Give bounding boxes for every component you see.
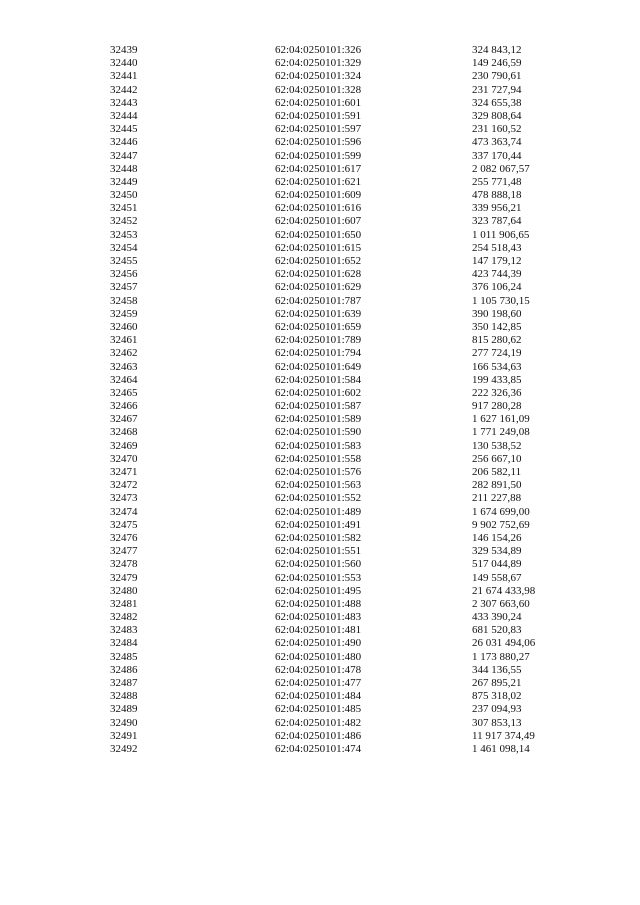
cadastral-value: 1 011 906,65 (472, 228, 530, 241)
cadastral-number: 62:04:0250101:599 (275, 149, 362, 162)
table-row (0, 558, 640, 571)
cadastral-value: 1 173 880,27 (472, 650, 530, 663)
row-number: 32455 (110, 255, 138, 267)
cadastral-value: 222 326,36 (472, 386, 522, 399)
table-row (0, 136, 640, 149)
cadastral-number: 62:04:0250101:597 (275, 123, 362, 136)
cadastral-number: 62:04:0250101:617 (275, 162, 362, 175)
row-number: 32463 (110, 360, 138, 373)
table-row (0, 215, 640, 228)
cadastral-number: 62:04:0250101:491 (275, 518, 362, 531)
row-number: 32474 (110, 505, 138, 518)
row-number: 32471 (110, 466, 138, 478)
table-row (0, 295, 640, 308)
table-row (0, 611, 640, 624)
row-number: 32475 (110, 518, 138, 531)
cadastral-value: 21 674 433,98 (472, 584, 536, 597)
table-row (0, 743, 640, 756)
row-number: 32450 (110, 189, 138, 202)
row-number: 32478 (110, 558, 138, 571)
table-row (0, 730, 640, 743)
cadastral-number: 62:04:0250101:609 (275, 189, 362, 202)
row-number: 32446 (110, 136, 138, 149)
row-number: 32465 (110, 386, 138, 399)
cadastral-value: 423 744,39 (472, 268, 522, 281)
cadastral-number: 62:04:0250101:794 (275, 347, 362, 360)
cadastral-number: 62:04:0250101:481 (275, 624, 362, 637)
cadastral-number: 62:04:0250101:326 (275, 44, 362, 56)
cadastral-value: 339 956,21 (472, 202, 522, 215)
cadastral-number: 62:04:0250101:650 (275, 228, 362, 241)
row-number: 32448 (110, 162, 138, 175)
cadastral-number: 62:04:0250101:489 (275, 505, 362, 518)
table-row (0, 519, 640, 532)
row-number: 32454 (110, 241, 138, 254)
cadastral-value: 130 538,52 (472, 439, 522, 452)
row-number: 32459 (110, 307, 138, 320)
cadastral-number: 62:04:0250101:652 (275, 255, 362, 267)
row-number: 32481 (110, 597, 138, 610)
row-number: 32464 (110, 373, 138, 386)
cadastral-value: 917 280,28 (472, 400, 522, 413)
row-number: 32444 (110, 109, 138, 122)
cadastral-number: 62:04:0250101:789 (275, 334, 362, 347)
row-number: 32472 (110, 479, 138, 492)
row-number: 32467 (110, 413, 138, 426)
table-row (0, 387, 640, 400)
cadastral-number: 62:04:0250101:659 (275, 320, 362, 333)
table-row (0, 413, 640, 426)
table-row (0, 677, 640, 690)
cadastral-number: 62:04:0250101:596 (275, 136, 362, 149)
cadastral-number: 62:04:0250101:486 (275, 729, 362, 742)
row-number: 32445 (110, 123, 138, 136)
row-number: 32492 (110, 742, 138, 755)
cadastral-number: 62:04:0250101:324 (275, 70, 362, 83)
row-number: 32460 (110, 320, 138, 333)
table-row (0, 624, 640, 637)
row-number: 32452 (110, 215, 138, 228)
table-row (0, 123, 640, 136)
table-row (0, 110, 640, 123)
cadastral-value: 282 891,50 (472, 479, 522, 492)
row-number: 32484 (110, 637, 138, 650)
cadastral-value: 376 106,24 (472, 281, 522, 294)
table-row (0, 453, 640, 466)
table-row (0, 545, 640, 558)
row-number: 32466 (110, 400, 138, 413)
table-row (0, 70, 640, 83)
cadastral-number: 62:04:0250101:477 (275, 677, 362, 689)
row-number: 32456 (110, 268, 138, 281)
cadastral-number: 62:04:0250101:582 (275, 531, 362, 544)
cadastral-value: 199 433,85 (472, 373, 522, 386)
cadastral-value: 166 534,63 (472, 360, 522, 373)
table-row (0, 690, 640, 703)
row-number: 32441 (110, 70, 138, 83)
cadastral-value: 230 790,61 (472, 70, 522, 83)
table-row (0, 268, 640, 281)
cadastral-value: 390 198,60 (472, 307, 522, 320)
cadastral-number: 62:04:0250101:484 (275, 690, 362, 703)
row-number: 32451 (110, 202, 138, 215)
cadastral-value: 147 179,12 (472, 255, 522, 267)
table-row (0, 426, 640, 439)
cadastral-value: 681 520,83 (472, 624, 522, 637)
cadastral-value: 329 808,64 (472, 109, 522, 122)
cadastral-number: 62:04:0250101:591 (275, 109, 362, 122)
row-number: 32468 (110, 426, 138, 439)
row-number: 32488 (110, 690, 138, 703)
cadastral-value: 307 853,13 (472, 716, 522, 729)
row-number: 32479 (110, 571, 138, 584)
cadastral-number: 62:04:0250101:558 (275, 452, 362, 465)
cadastral-value: 1 105 730,15 (472, 294, 530, 307)
cadastral-number: 62:04:0250101:482 (275, 716, 362, 729)
row-number: 32461 (110, 334, 138, 347)
row-number: 32462 (110, 347, 138, 360)
cadastral-value: 324 655,38 (472, 96, 522, 109)
table-row (0, 585, 640, 598)
table-row (0, 717, 640, 730)
row-number: 32469 (110, 439, 138, 452)
cadastral-number: 62:04:0250101:483 (275, 611, 362, 624)
table-row (0, 255, 640, 268)
table-row (0, 361, 640, 374)
cadastral-number: 62:04:0250101:584 (275, 373, 362, 386)
row-number: 32447 (110, 149, 138, 162)
cadastral-value: 26 031 494,06 (472, 637, 536, 650)
cadastral-number: 62:04:0250101:607 (275, 215, 362, 228)
cadastral-number: 62:04:0250101:639 (275, 307, 362, 320)
cadastral-number: 62:04:0250101:495 (275, 584, 362, 597)
table-row (0, 97, 640, 110)
cadastral-number: 62:04:0250101:329 (275, 57, 362, 70)
cadastral-number: 62:04:0250101:490 (275, 637, 362, 650)
row-number: 32477 (110, 545, 138, 558)
cadastral-value: 344 136,55 (472, 663, 522, 676)
cadastral-value: 231 160,52 (472, 123, 522, 136)
cadastral-value: 433 390,24 (472, 611, 522, 624)
cadastral-number: 62:04:0250101:621 (275, 175, 362, 188)
table-row (0, 440, 640, 453)
row-number: 32442 (110, 83, 138, 96)
table-row (0, 189, 640, 202)
cadastral-number: 62:04:0250101:480 (275, 650, 362, 663)
cadastral-value: 815 280,62 (472, 334, 522, 347)
row-number: 32453 (110, 228, 138, 241)
cadastral-number: 62:04:0250101:649 (275, 360, 362, 373)
cadastral-value: 237 094,93 (472, 703, 522, 716)
cadastral-number: 62:04:0250101:485 (275, 703, 362, 716)
table-row (0, 176, 640, 189)
cadastral-value: 206 582,11 (472, 466, 522, 478)
table-row (0, 347, 640, 360)
cadastral-number: 62:04:0250101:602 (275, 386, 362, 399)
table-row (0, 229, 640, 242)
cadastral-value: 1 771 249,08 (472, 426, 530, 439)
cadastral-value: 1 461 098,14 (472, 742, 530, 755)
table-row (0, 466, 640, 479)
table-row (0, 44, 640, 57)
row-number: 32490 (110, 716, 138, 729)
cadastral-value: 211 227,88 (472, 492, 522, 505)
cadastral-value: 1 627 161,09 (472, 413, 530, 426)
cadastral-value: 9 902 752,69 (472, 518, 530, 531)
cadastral-value: 255 771,48 (472, 175, 522, 188)
cadastral-value: 473 363,74 (472, 136, 522, 149)
cadastral-value: 254 518,43 (472, 241, 522, 254)
cadastral-number: 62:04:0250101:590 (275, 426, 362, 439)
table-row (0, 334, 640, 347)
table-row (0, 479, 640, 492)
table-row (0, 506, 640, 519)
row-number: 32440 (110, 57, 138, 70)
table-row (0, 242, 640, 255)
cadastral-number: 62:04:0250101:589 (275, 413, 362, 426)
row-number: 32486 (110, 663, 138, 676)
table-row (0, 637, 640, 650)
cadastral-value: 1 674 699,00 (472, 505, 530, 518)
cadastral-value: 324 843,12 (472, 44, 522, 56)
cadastral-value: 149 246,59 (472, 57, 522, 70)
cadastral-number: 62:04:0250101:328 (275, 83, 362, 96)
row-number: 32485 (110, 650, 138, 663)
table-row (0, 321, 640, 334)
table-row (0, 57, 640, 70)
cadastral-value: 517 044,89 (472, 558, 522, 571)
cadastral-value: 11 917 374,49 (472, 729, 535, 742)
table-row (0, 598, 640, 611)
cadastral-number: 62:04:0250101:563 (275, 479, 362, 492)
table-row (0, 163, 640, 176)
cadastral-number: 62:04:0250101:629 (275, 281, 362, 294)
cadastral-value: 267 895,21 (472, 677, 522, 689)
cadastral-value: 350 142,85 (472, 320, 522, 333)
cadastral-number: 62:04:0250101:551 (275, 545, 362, 558)
cadastral-number: 62:04:0250101:615 (275, 241, 362, 254)
cadastral-value: 337 170,44 (472, 149, 522, 162)
cadastral-value: 277 724,19 (472, 347, 522, 360)
table-row (0, 202, 640, 215)
cadastral-number: 62:04:0250101:488 (275, 597, 362, 610)
table-row (0, 281, 640, 294)
cadastral-number: 62:04:0250101:601 (275, 96, 362, 109)
row-number: 32487 (110, 677, 138, 689)
cadastral-value: 2 307 663,60 (472, 597, 530, 610)
cadastral-number: 62:04:0250101:616 (275, 202, 362, 215)
cadastral-value: 231 727,94 (472, 83, 522, 96)
table-row (0, 492, 640, 505)
row-number: 32491 (110, 729, 138, 742)
cadastral-number: 62:04:0250101:560 (275, 558, 362, 571)
cadastral-number: 62:04:0250101:478 (275, 663, 362, 676)
row-number: 32483 (110, 624, 138, 637)
cadastral-value: 478 888,18 (472, 189, 522, 202)
row-number: 32458 (110, 294, 138, 307)
row-number: 32449 (110, 175, 138, 188)
cadastral-number: 62:04:0250101:553 (275, 571, 362, 584)
cadastral-number: 62:04:0250101:787 (275, 294, 362, 307)
cadastral-number: 62:04:0250101:552 (275, 492, 362, 505)
row-number: 32443 (110, 96, 138, 109)
row-number: 32476 (110, 531, 138, 544)
row-number: 32480 (110, 584, 138, 597)
cadastral-value: 149 558,67 (472, 571, 522, 584)
row-number: 32457 (110, 281, 138, 294)
cadastral-value: 323 787,64 (472, 215, 522, 228)
row-number: 32473 (110, 492, 138, 505)
table-row (0, 532, 640, 545)
table-row (0, 664, 640, 677)
cadastral-value: 2 082 067,57 (472, 162, 530, 175)
table-row (0, 703, 640, 716)
cadastral-number: 62:04:0250101:587 (275, 400, 362, 413)
row-number: 32439 (110, 44, 138, 56)
cadastral-number: 62:04:0250101:583 (275, 439, 362, 452)
table-row (0, 651, 640, 664)
cadastral-number: 62:04:0250101:628 (275, 268, 362, 281)
table-row (0, 374, 640, 387)
table-row (0, 400, 640, 413)
cadastral-value-table (0, 44, 640, 756)
cadastral-value: 875 318,02 (472, 690, 522, 703)
table-row (0, 572, 640, 585)
row-number: 32482 (110, 611, 138, 624)
row-number: 32470 (110, 452, 138, 465)
cadastral-value: 329 534,89 (472, 545, 522, 558)
cadastral-value: 146 154,26 (472, 531, 522, 544)
cadastral-number: 62:04:0250101:474 (275, 742, 362, 755)
row-number: 32489 (110, 703, 138, 716)
table-row (0, 84, 640, 97)
cadastral-number: 62:04:0250101:576 (275, 466, 362, 478)
cadastral-value: 256 667,10 (472, 452, 522, 465)
table-row (0, 150, 640, 163)
table-row (0, 308, 640, 321)
